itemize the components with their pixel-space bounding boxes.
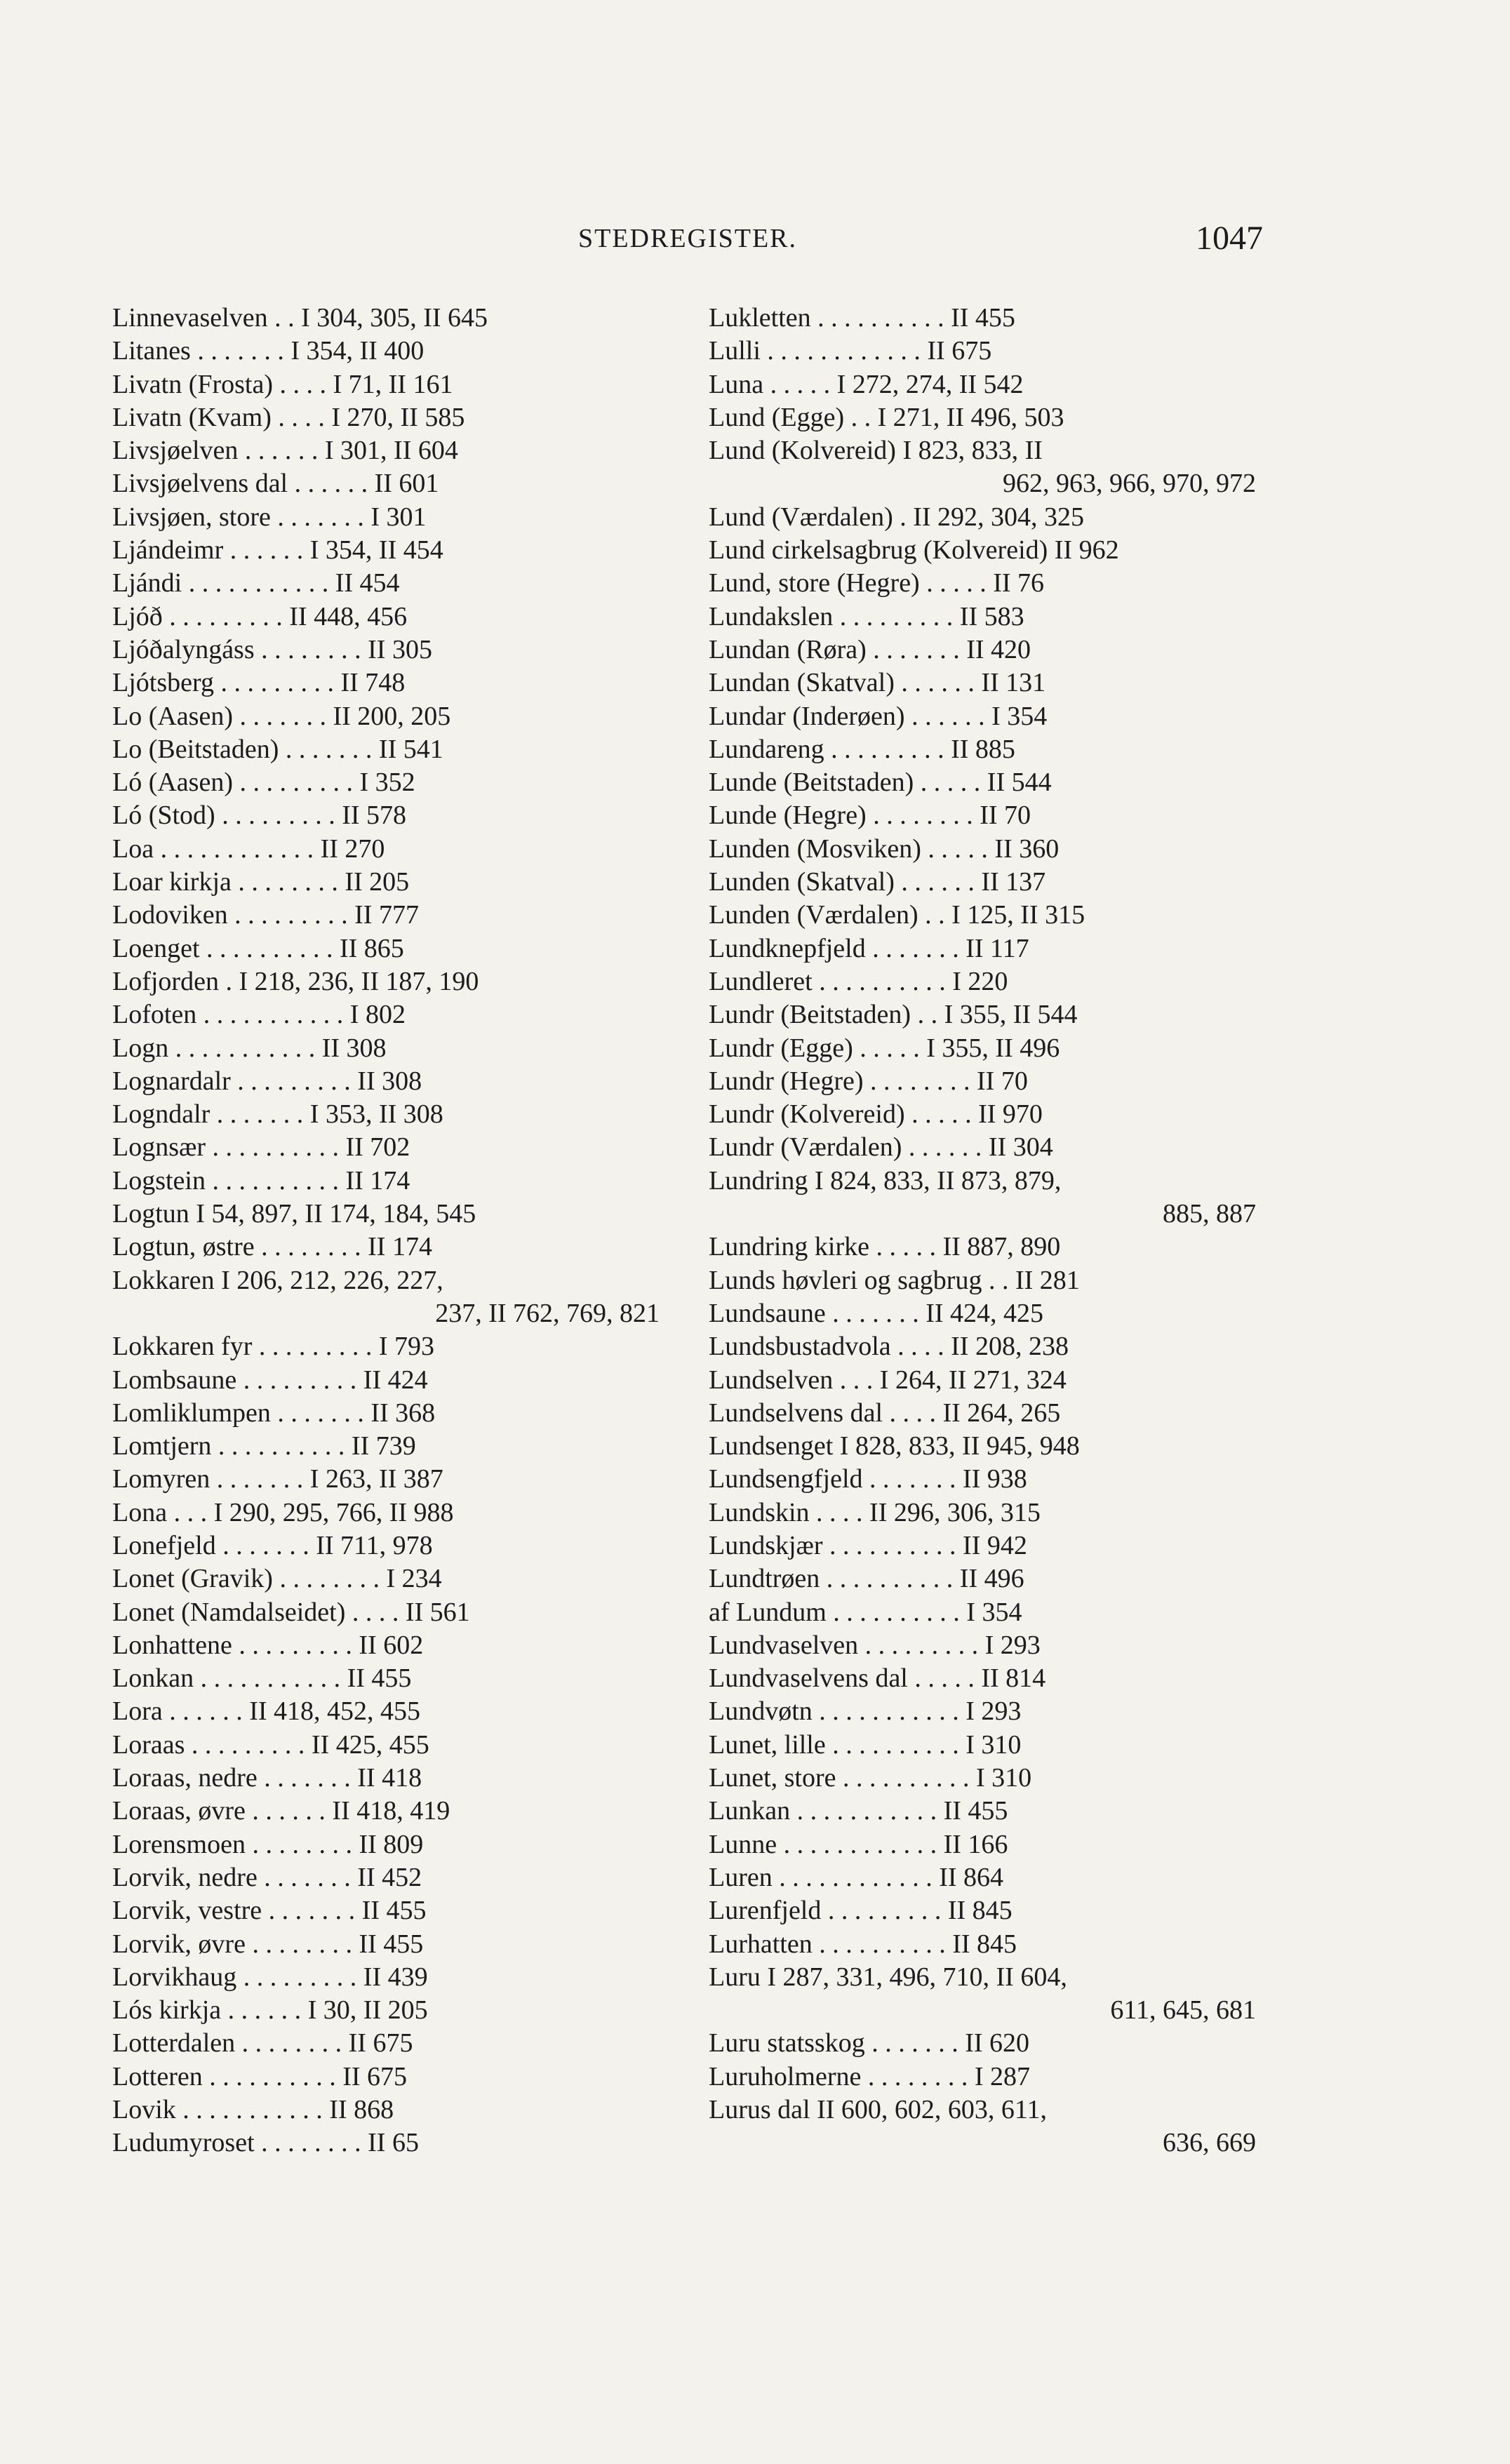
- index-entry: Ló (Aasen) . . . . . . . . . I 352: [112, 768, 415, 798]
- index-entry: Livsjøelven . . . . . . I 301, II 604: [112, 436, 458, 466]
- index-entry: Lunet, lille . . . . . . . . . . I 310: [709, 1729, 1022, 1760]
- index-entry: Lonet (Namdalseidet) . . . . II 561: [112, 1597, 470, 1627]
- index-entry: Lundvaselvens dal . . . . . II 814: [709, 1663, 1046, 1694]
- index-entry: Luru I 287, 331, 496, 710, II 604,: [709, 1962, 1067, 1992]
- index-entry: Ljándeimr . . . . . . I 354, II 454: [112, 535, 443, 565]
- index-entry: Lundsenget I 828, 833, II 945, 948: [709, 1431, 1080, 1461]
- index-entry: Lorvik, nedre . . . . . . . II 452: [112, 1862, 422, 1892]
- index-entry: Loraas . . . . . . . . . II 425, 455: [112, 1729, 429, 1760]
- index-entry: Logtun, østre . . . . . . . . II 174: [112, 1232, 432, 1262]
- index-entry-continuation: 611, 645, 681: [1110, 1995, 1256, 2026]
- index-entry: Livatn (Frosta) . . . . I 71, II 161: [112, 369, 453, 399]
- page-title: STEDREGISTER.: [577, 224, 798, 253]
- index-entry: Lunet, store . . . . . . . . . . I 310: [709, 1763, 1032, 1793]
- index-entry: Lundar (Inderøen) . . . . . . I 354: [709, 701, 1048, 731]
- index-entry: Lundskjær . . . . . . . . . . II 942: [709, 1530, 1027, 1560]
- index-entry: Lundr (Beitstaden) . . I 355, II 544: [709, 1000, 1078, 1030]
- index-entry: Lund, store (Hegre) . . . . . II 76: [709, 568, 1045, 598]
- index-entry: Lotteren . . . . . . . . . . II 675: [112, 2061, 408, 2091]
- index-entry: Lofjorden . I 218, 236, II 187, 190: [112, 966, 479, 996]
- index-entry: Luren . . . . . . . . . . . . II 864: [709, 1862, 1004, 1892]
- index-entry-continuation: 636, 669: [1163, 2128, 1256, 2158]
- index-entry: Lorvikhaug . . . . . . . . . II 439: [112, 1962, 428, 1992]
- index-entry: Lundan (Røra) . . . . . . . II 420: [709, 634, 1031, 664]
- index-entry: Luru statsskog . . . . . . . II 620: [709, 2028, 1030, 2058]
- index-entry: Lundsbustadvola . . . . II 208, 238: [709, 1332, 1069, 1362]
- index-entry: Lo (Beitstaden) . . . . . . . II 541: [112, 734, 443, 764]
- index-entry: Lomliklumpen . . . . . . . II 368: [112, 1398, 436, 1428]
- index-entry: Logndalr . . . . . . . I 353, II 308: [112, 1099, 443, 1130]
- index-entry: Ljóðalyngáss . . . . . . . . II 305: [112, 634, 432, 664]
- index-entry: Lundskin . . . . II 296, 306, 315: [709, 1497, 1041, 1527]
- index-entry: Lokkaren I 206, 212, 226, 227,: [112, 1265, 443, 1295]
- index-entry-continuation: 962, 963, 966, 970, 972: [1003, 469, 1256, 499]
- index-entry: Lundtrøen . . . . . . . . . . II 496: [709, 1564, 1024, 1594]
- index-entry: Lundvøtn . . . . . . . . . . . I 293: [709, 1696, 1022, 1727]
- index-entry: Lund cirkelsagbrug (Kolvereid) II 962: [709, 535, 1119, 565]
- index-entry: Linnevaselven . . I 304, 305, II 645: [112, 303, 488, 333]
- index-entry: Livsjøen, store . . . . . . . I 301: [112, 502, 427, 532]
- index-entry: Logn . . . . . . . . . . . II 308: [112, 1033, 387, 1063]
- index-entry: Lund (Egge) . . I 271, II 496, 503: [709, 402, 1064, 432]
- index-entry: Lonet (Gravik) . . . . . . . . I 234: [112, 1564, 442, 1594]
- index-entry: Lunde (Beitstaden) . . . . . II 544: [709, 768, 1052, 798]
- index-entry: Lundakslen . . . . . . . . . II 583: [709, 601, 1024, 631]
- index-entry: Livatn (Kvam) . . . . I 270, II 585: [112, 402, 465, 432]
- index-entry: Lundselvens dal . . . . II 264, 265: [709, 1398, 1061, 1428]
- index-entry: Lundvaselven . . . . . . . . . I 293: [709, 1630, 1041, 1660]
- index-entry: Lunne . . . . . . . . . . . . II 166: [709, 1829, 1008, 1859]
- index-entry: Lundring kirke . . . . . II 887, 890: [709, 1232, 1061, 1262]
- index-entry: Lulli . . . . . . . . . . . . II 675: [709, 336, 992, 366]
- index-entry: Lotterdalen . . . . . . . . II 675: [112, 2028, 413, 2058]
- index-entry: Lunde (Hegre) . . . . . . . . II 70: [709, 801, 1031, 831]
- index-entry: Lona . . . I 290, 295, 766, II 988: [112, 1497, 454, 1527]
- index-entry: Lundr (Egge) . . . . . I 355, II 496: [709, 1033, 1060, 1063]
- index-entry: Ljándi . . . . . . . . . . . II 454: [112, 568, 400, 598]
- index-entry: Lund (Kolvereid) I 823, 833, II: [709, 436, 1043, 466]
- index-entry: Lundr (Kolvereid) . . . . . II 970: [709, 1099, 1043, 1130]
- index-entry: Lundan (Skatval) . . . . . . II 131: [709, 668, 1046, 698]
- index-entry: Lundring I 824, 833, II 873, 879,: [709, 1165, 1062, 1196]
- index-entry: Lundselven . . . I 264, II 271, 324: [709, 1365, 1067, 1395]
- index-entry: Lurenfjeld . . . . . . . . . II 845: [709, 1896, 1013, 1926]
- index-entry: Lora . . . . . . II 418, 452, 455: [112, 1696, 421, 1727]
- index-entry: Luruholmerne . . . . . . . . I 287: [709, 2061, 1031, 2091]
- index-entry-continuation: 885, 887: [1163, 1199, 1256, 1229]
- index-entry: Lonefjeld . . . . . . . II 711, 978: [112, 1530, 433, 1560]
- index-entry: Lo (Aasen) . . . . . . . II 200, 205: [112, 701, 451, 731]
- index-entry: af Lundum . . . . . . . . . . I 354: [709, 1597, 1022, 1627]
- index-entry: Lorvik, vestre . . . . . . . II 455: [112, 1896, 427, 1926]
- index-entry: Lodoviken . . . . . . . . . II 777: [112, 900, 419, 930]
- index-entry: Lonhattene . . . . . . . . . II 602: [112, 1630, 424, 1660]
- index-entry: Loa . . . . . . . . . . . . II 270: [112, 833, 385, 864]
- index-entry: Lunkan . . . . . . . . . . . II 455: [709, 1796, 1008, 1826]
- index-entry: Lunden (Mosviken) . . . . . II 360: [709, 833, 1060, 864]
- index-entry-continuation: 237, II 762, 769, 821: [435, 1298, 660, 1328]
- index-entry: Lundareng . . . . . . . . . II 885: [709, 734, 1015, 764]
- page-number: 1047: [1196, 220, 1263, 257]
- index-entry: Lukletten . . . . . . . . . . II 455: [709, 303, 1015, 333]
- index-entry: Lombsaune . . . . . . . . . II 424: [112, 1365, 428, 1395]
- index-entry: Logtun I 54, 897, II 174, 184, 545: [112, 1199, 476, 1229]
- index-column-left: [112, 302, 660, 2160]
- index-entry: Lundknepfjeld . . . . . . . II 117: [709, 933, 1029, 963]
- index-entry: Loraas, nedre . . . . . . . II 418: [112, 1763, 422, 1793]
- index-entry: Loenget . . . . . . . . . . II 865: [112, 933, 404, 963]
- index-entry: Logstein . . . . . . . . . . II 174: [112, 1165, 410, 1196]
- index-entry: Loar kirkja . . . . . . . . II 205: [112, 867, 410, 897]
- index-entry: Lund (Værdalen) . II 292, 304, 325: [709, 502, 1085, 532]
- index-entry: Lomyren . . . . . . . I 263, II 387: [112, 1464, 443, 1494]
- index-entry: Lognardalr . . . . . . . . . II 308: [112, 1066, 422, 1096]
- index-entry: Lognsær . . . . . . . . . . II 702: [112, 1132, 410, 1163]
- index-entry: Lurus dal II 600, 602, 603, 611,: [709, 2095, 1047, 2125]
- index-entry: Loraas, øvre . . . . . . II 418, 419: [112, 1796, 450, 1826]
- index-entry: Livsjøelvens dal . . . . . . II 601: [112, 469, 439, 499]
- index-entry: Lokkaren fyr . . . . . . . . . I 793: [112, 1332, 435, 1362]
- index-entry: Lorvik, øvre . . . . . . . . II 455: [112, 1929, 424, 1959]
- index-entry: Lofoten . . . . . . . . . . . I 802: [112, 1000, 406, 1030]
- page-header: [112, 220, 1263, 265]
- index-entry: Ljóð . . . . . . . . . II 448, 456: [112, 601, 408, 631]
- index-entry: Ló (Stod) . . . . . . . . . II 578: [112, 801, 407, 831]
- index-entry: Luna . . . . . I 272, 274, II 542: [709, 369, 1024, 399]
- index-entry: Ljótsberg . . . . . . . . . II 748: [112, 668, 406, 698]
- index-entry: Lunds høvleri og sagbrug . . II 281: [709, 1265, 1080, 1295]
- index-entry: Ludumyroset . . . . . . . . II 65: [112, 2128, 419, 2158]
- index-column-right: [709, 302, 1256, 2160]
- index-entry: Lunden (Skatval) . . . . . . II 137: [709, 867, 1046, 897]
- index-entry: Lonkan . . . . . . . . . . . II 455: [112, 1663, 412, 1694]
- index-entry: Litanes . . . . . . . I 354, II 400: [112, 336, 425, 366]
- index-entry: Lundleret . . . . . . . . . . I 220: [709, 966, 1008, 996]
- index-entry: Lorensmoen . . . . . . . . II 809: [112, 1829, 424, 1859]
- index-entry: Lundsengfjeld . . . . . . . II 938: [709, 1464, 1027, 1494]
- index-entry: Lomtjern . . . . . . . . . . II 739: [112, 1431, 416, 1461]
- index-entry: Lós kirkja . . . . . . I 30, II 205: [112, 1995, 428, 2026]
- index-entry: Lurhatten . . . . . . . . . . II 845: [709, 1929, 1017, 1959]
- index-entry: Lundr (Hegre) . . . . . . . . II 70: [709, 1066, 1028, 1096]
- index-entry: Lovik . . . . . . . . . . . II 868: [112, 2095, 394, 2125]
- index-entry: Lundsaune . . . . . . . II 424, 425: [709, 1298, 1044, 1328]
- index-entry: Lundr (Værdalen) . . . . . . II 304: [709, 1132, 1053, 1163]
- index-entry: Lunden (Værdalen) . . I 125, II 315: [709, 900, 1085, 930]
